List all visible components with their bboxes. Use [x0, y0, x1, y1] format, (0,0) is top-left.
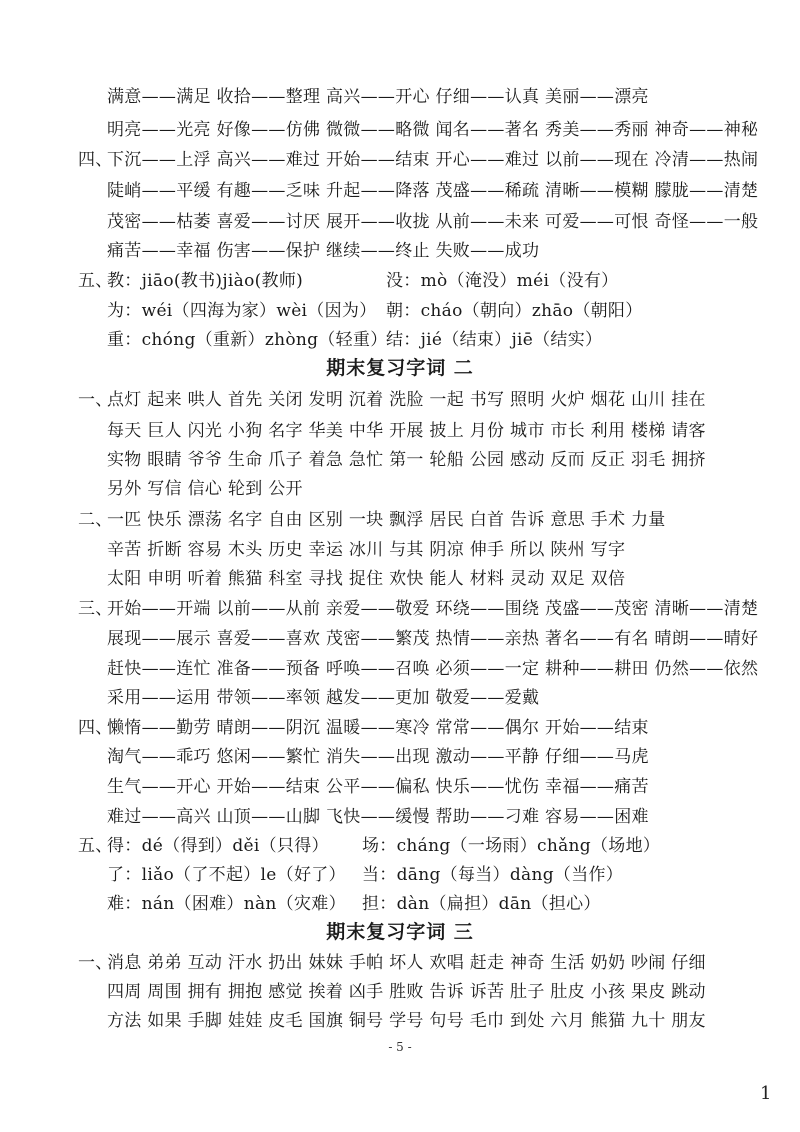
page-number: - 5 -: [388, 1040, 412, 1054]
polyphone-left: 重：chóng（重新）zhòng（轻重）: [107, 330, 388, 350]
antonym-pairs: 痛苦——幸福 伤害——保护 继续——终止 失败——成功: [107, 241, 540, 261]
polyphone-right: 当：dāng（每当）dàng（当作）: [362, 865, 624, 885]
vocab-words: 辛苦 折断 容易 木头 历史 幸运 冰川 与其 阴凉 伸手 所以 陕州 写字: [107, 540, 626, 560]
antonym-pairs: 懒惰——勤劳 晴朗——阴沉 温暖——寒冷 常常——偶尔 开始——结束: [107, 718, 649, 738]
antonym-pairs: 生气——开心 开始——结束 公平——偏私 快乐——忧伤 幸福——痛苦: [107, 777, 649, 797]
vocab-words: 每天 巨人 闪光 小狗 名字 华美 中华 开展 披上 月份 城市 市长 利用 楼梯 请客: [107, 421, 706, 441]
polyphone-left: 得：dé（得到）děi（只得）: [107, 836, 329, 856]
vocab-words: 四周 周围 拥有 拥抱 感觉 挨着 凶手 胜败 告诉 诉苦 肚子 肚皮 小孩 果皮 跳动: [107, 982, 706, 1002]
polyphone-right: 没：mò（淹没）méi（没有）: [386, 271, 619, 291]
vocab-words: 方法 如果 手脚 娃娃 皮毛 国旗 铜号 学号 句号 毛巾 到处 六月 熊猫 九十 朋友: [107, 1011, 706, 1031]
section-label: 一、: [78, 953, 113, 973]
polyphone-left: 难：nán（困难）nàn（灾难）: [107, 894, 346, 914]
polyphone-left: 教：jiāo(教书)jiào(教师): [107, 271, 304, 291]
vocab-words: 实物 眼睛 爷爷 生命 爪子 着急 急忙 第一 轮船 公园 感动 反而 反正 羽毛 拥挤: [107, 450, 706, 470]
section-label: 四、: [78, 718, 113, 738]
polyphone-left: 了：liǎo（了不起）le（好了）: [107, 865, 346, 885]
vocab-words: 一匹 快乐 漂荡 名字 自由 区别 一块 飘浮 居民 白首 告诉 意思 手术 力量: [107, 510, 666, 530]
section-label: 一、: [78, 390, 113, 410]
synonym-pairs: 开始——开端 以前——从前 亲爱——敬爱 环绕——围绕 茂盛——茂密 清晰——清楚: [107, 599, 759, 619]
vocab-words: 太阳 申明 听着 熊猫 科室 寻找 捉住 欢快 能人 材料 灵动 双足 双倍: [107, 569, 626, 589]
antonym-pairs: 淘气——乖巧 悠闲——繁忙 消失——出现 激动——平静 仔细——马虎: [107, 747, 649, 767]
antonym-pairs: 难过——高兴 山顶——山脚 飞快——缓慢 帮助——刁难 容易——困难: [107, 807, 649, 827]
section-label: 二、: [78, 510, 113, 530]
corner-mark: 1: [760, 1083, 772, 1104]
antonym-pairs: 茂密——枯萎 喜爱——讨厌 展开——收拢 从前——未来 可爱——可恨 奇怪——一般: [107, 212, 759, 232]
section-label: 三、: [78, 599, 113, 619]
vocab-words: 消息 弟弟 互动 汗水 扔出 妹妹 手帕 坏人 欢唱 赶走 神奇 生活 奶奶 吵闹 仔细: [107, 953, 706, 973]
section-label: 五、: [78, 836, 113, 856]
polyphone-right: 场：cháng（一场雨）chǎng（场地）: [362, 836, 661, 856]
polyphone-right: 朝：cháo（朝向）zhāo（朝阳）: [386, 301, 643, 321]
synonym-pairs: 采用——运用 带领——率领 越发——更加 敬爱——爱戴: [107, 688, 540, 708]
synonym-pairs: 展现——展示 喜爱——喜欢 茂密——繁茂 热情——亲热 著名——有名 晴朗——晴好: [107, 629, 759, 649]
polyphone-left: 为：wéi（四海为家）wèi（因为）: [107, 301, 377, 321]
word-pairs: 满意——满足 收拾——整理 高兴——开心 仔细——认真 美丽——漂亮: [107, 87, 649, 107]
vocab-words: 另外 写信 信心 轮到 公开: [107, 479, 303, 499]
section-title: 期末复习字词 三: [326, 921, 474, 943]
word-pairs: 明亮——光亮 好像——仿佛 微微——略微 闻名——著名 秀美——秀丽 神奇——神秘: [107, 120, 759, 140]
synonym-pairs: 赶快——连忙 准备——预备 呼唤——召唤 必须——一定 耕种——耕田 仍然——依然: [107, 659, 759, 679]
section-label: 五、: [78, 271, 113, 291]
antonym-pairs: 陡峭——平缓 有趣——乏味 升起——降落 茂盛——稀疏 清晰——模糊 朦胧——清楚: [107, 181, 759, 201]
antonym-pairs: 下沉——上浮 高兴——难过 开始——结束 开心——难过 以前——现在 冷清——热闹: [107, 150, 759, 170]
section-label: 四、: [78, 150, 113, 170]
vocab-words: 点灯 起来 哄人 首先 关闭 发明 沉着 洗脸 一起 书写 照明 火炉 烟花 山川 挂在: [107, 390, 706, 410]
polyphone-right: 结：jié（结束）jiē（结实）: [386, 330, 603, 350]
section-title: 期末复习字词 二: [326, 357, 474, 379]
polyphone-right: 担：dàn（扁担）dān（担心）: [362, 894, 601, 914]
